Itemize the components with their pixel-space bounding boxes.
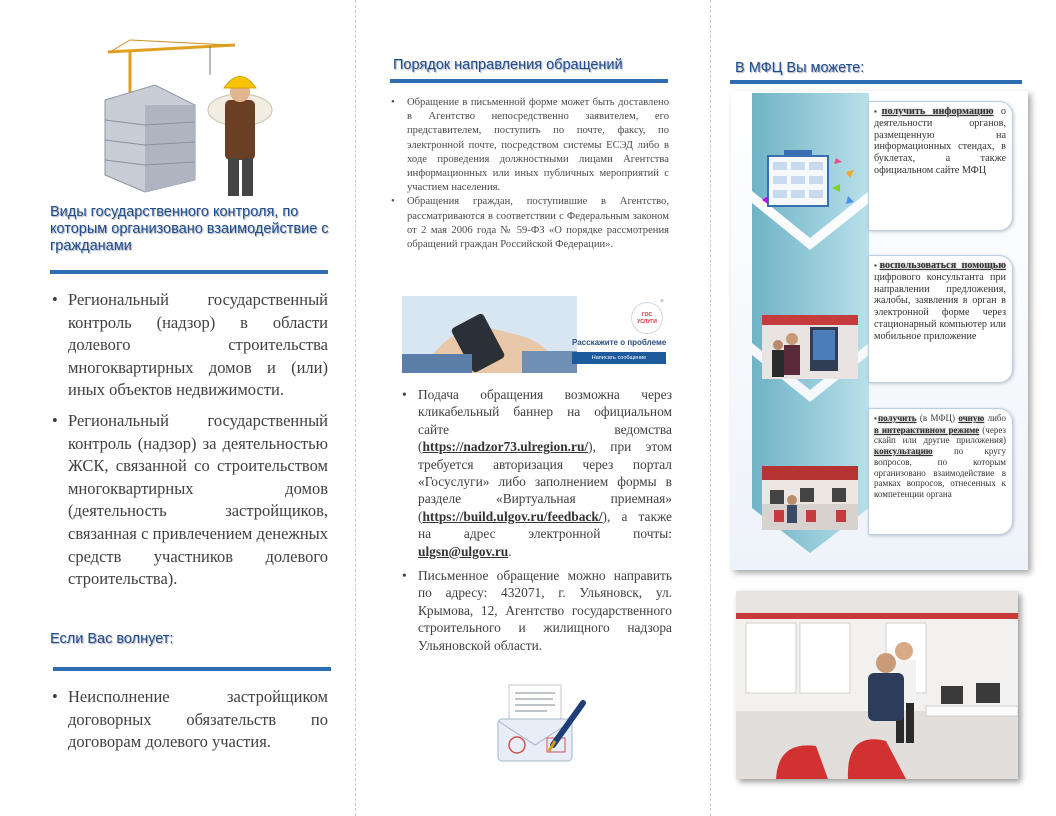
heading-rule <box>730 80 1022 84</box>
card-keyword: воспользоваться помощью <box>879 260 1006 271</box>
mfc-office-photo <box>736 591 1018 779</box>
card-keyword: получить <box>877 413 917 423</box>
write-message-button[interactable]: Написать сообщение <box>572 352 666 364</box>
appeals-heading: Порядок направления обращений <box>393 57 623 73</box>
feedback-link[interactable]: https://build.ulgov.ru/feedback/ <box>422 508 603 524</box>
heading-rule <box>390 79 668 83</box>
submission-list <box>398 386 672 661</box>
digital-consultant-card: ▪ воспользоваться помощью цифрового консультанта при направлении предложения, жалобы, заявления в орган в электронной форме через стационарный компьютер или мобильное приложение <box>868 255 1013 383</box>
get-info-card: ▪ получить информацию о деятельности органов, размещенную на информационных стендах, в буклетах, а также официальном сайте МФЦ <box>868 101 1013 231</box>
gosuslugi-banner[interactable] <box>402 296 668 373</box>
list-item: • Обращение в письменной форме может быть доставлено в Агентство непосредственно заявителем, его представителем, поступить по почте, факсу, по электронной почте, посредством системы ЕСЭД либо в ходе проведения должностными лицами Агентства информационных или иных публичных мероприятий с участием населения. <box>385 96 669 195</box>
hands-phone-illustration <box>402 296 577 373</box>
fold-line <box>355 0 356 816</box>
site-link[interactable]: https://nadzor73.ulregion.ru/ <box>422 439 589 455</box>
concern-heading: Если Вас волнует: <box>50 631 174 647</box>
consultation-card: ▪ получить (в МФЦ) очную либо в интерактивном режиме (через скайп или другие приложения) консультацию по кругу вопросов, по которым организовано взаимодействие в рамках вопросов, отнесенных к компетенции органа <box>868 408 1013 535</box>
card-keyword: получить информацию <box>881 106 994 117</box>
card-keyword: очную <box>958 413 985 423</box>
card-keyword: в интерактивном режиме <box>874 424 980 435</box>
builder-illustration <box>100 30 290 200</box>
gosuslugi-logo: ГОС УСЛУГИ <box>631 302 663 334</box>
control-types-list <box>50 289 328 599</box>
list-item: • Обращения граждан, поступившие в Агентство, рассматриваются в соответствии с Федеральным законом от 2 мая 2006 года № 59-ФЗ «О порядке рассмотрения обращений граждан Российской Федерации». <box>385 195 669 252</box>
concern-list <box>50 686 328 762</box>
list-item: • Региональный государственный контроль (надзор) в области долевого строительства многоквартирных домов и (или) иных объектов недвижимости. <box>50 289 328 402</box>
info-stand-illustration <box>762 150 858 216</box>
email-link[interactable]: ulgsn@ulgov.ru <box>418 543 509 559</box>
digital-consultant-photo <box>762 315 858 379</box>
envelope-pen-icon <box>495 683 590 765</box>
banner-title: Расскажите о проблеме <box>572 338 667 347</box>
fold-line <box>710 0 711 816</box>
control-types-heading: Виды государственного контроля, по которым организовано взаимодействие с гражданами <box>50 204 329 254</box>
list-item: • Неисполнение застройщиком договорных обязательств по договорам долевого участия. <box>50 686 328 754</box>
list-item: • Письменное обращение можно направить по адресу: 432071, г. Ульяновск, ул. Крымова, 12, Агентство государственного строительного и жилищного надзора Ульяновской области. <box>398 567 672 654</box>
heading-rule <box>53 667 331 671</box>
appeals-list <box>385 96 669 252</box>
consultation-photo <box>762 466 858 530</box>
heading-rule <box>50 270 328 274</box>
close-icon[interactable]: × <box>660 298 665 305</box>
mfc-heading: В МФЦ Вы можете: <box>735 60 865 76</box>
list-item: • Подача обращения возможна через кликабельный баннер на официальном сайте ведомства (https://nadzor73.ulregion.ru/), при этом требуется авторизация через портал «Госуслуги» либо заполнением формы в разделе «Виртуальная приемная» (https://build.ulgov.ru/feedback/), а также на адрес электронной почты: ulgsn@ulgov.ru. <box>398 386 672 560</box>
list-item: • Региональный государственный контроль (надзор) за деятельностью ЖСК, связанной со строительством многоквартирных домов (деятельность застройщиков, связанная с привлечением денежных средств участников долевого строительства). <box>50 410 328 591</box>
card-keyword: консультацию <box>874 446 933 457</box>
